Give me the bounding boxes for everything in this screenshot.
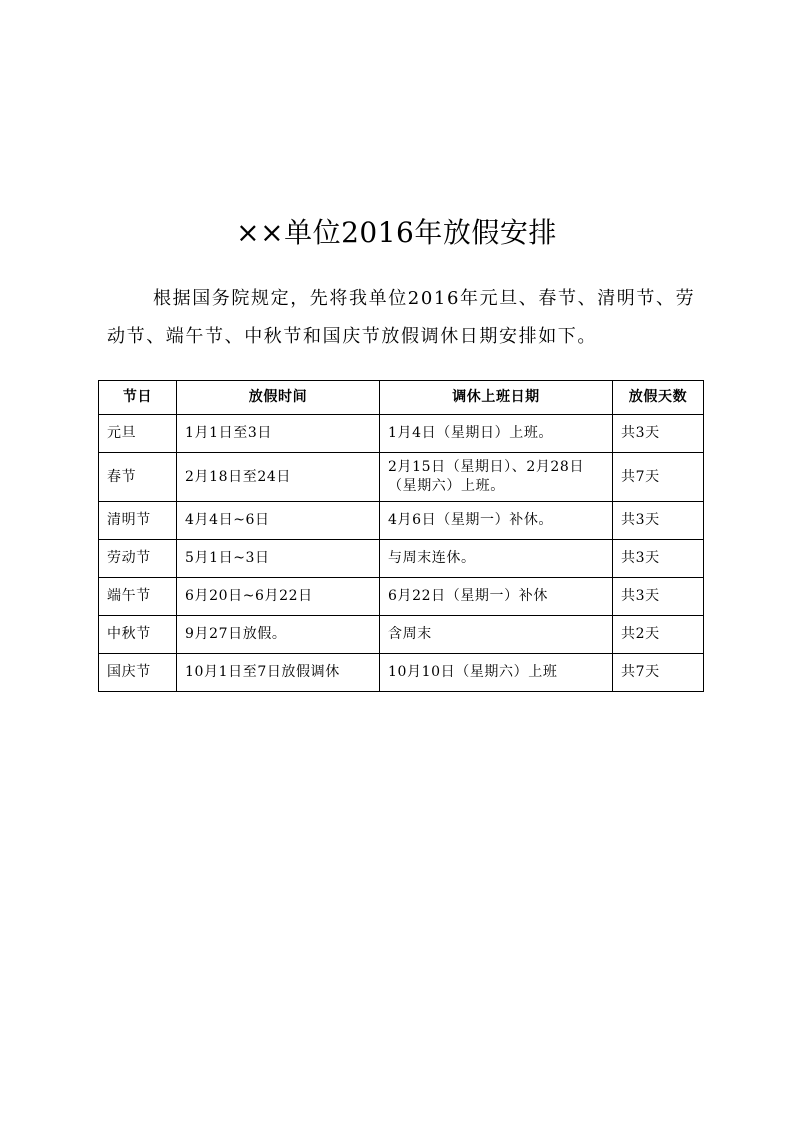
intro-paragraph: 根据国务院规定，先将我单位2016年元旦、春节、清明节、劳动节、端午节、中秋节和国庆节放假调休日期安排如下。 [107,288,696,347]
cell-period: 6月20日~6月22日 [177,578,380,616]
cell-holiday: 元旦 [99,415,177,453]
cell-period: 9月27日放假。 [177,616,380,654]
header-workday: 调休上班日期 [380,381,613,415]
cell-days: 共7天 [613,654,704,692]
cell-workday: 2月15日（星期日）、2月28日（星期六）上班。 [380,453,613,502]
header-holiday: 节日 [99,381,177,415]
cell-holiday: 春节 [99,453,177,502]
cell-holiday: 国庆节 [99,654,177,692]
header-days: 放假天数 [613,381,704,415]
cell-holiday: 清明节 [99,502,177,540]
cell-days: 共3天 [613,415,704,453]
table-row [99,453,704,502]
cell-workday: 4月6日（星期一）补休。 [380,502,613,540]
table-row [99,654,704,692]
cell-period: 10月1日至7日放假调休 [177,654,380,692]
cell-workday: 1月4日（星期日）上班。 [380,415,613,453]
cell-holiday: 中秋节 [99,616,177,654]
cell-days: 共7天 [613,453,704,502]
table-header-row [99,381,704,415]
table-row [99,578,704,616]
cell-days: 共3天 [613,502,704,540]
cell-period: 2月18日至24日 [177,453,380,502]
cell-workday: 含周末 [380,616,613,654]
document-title: ××单位2016年放假安排 [236,216,557,249]
cell-period: 1月1日至3日 [177,415,380,453]
cell-workday: 与周末连休。 [380,540,613,578]
table-row [99,502,704,540]
cell-period: 5月1日~3日 [177,540,380,578]
cell-days: 共3天 [613,578,704,616]
table-row [99,415,704,453]
cell-workday: 6月22日（星期一）补休 [380,578,613,616]
table-row [99,540,704,578]
header-period: 放假时间 [177,381,380,415]
cell-holiday: 劳动节 [99,540,177,578]
cell-days: 共2天 [613,616,704,654]
table-row [99,616,704,654]
cell-days: 共3天 [613,540,704,578]
cell-holiday: 端午节 [99,578,177,616]
cell-period: 4月4日~6日 [177,502,380,540]
cell-workday: 10月10日（星期六）上班 [380,654,613,692]
holiday-schedule-table [98,380,704,692]
